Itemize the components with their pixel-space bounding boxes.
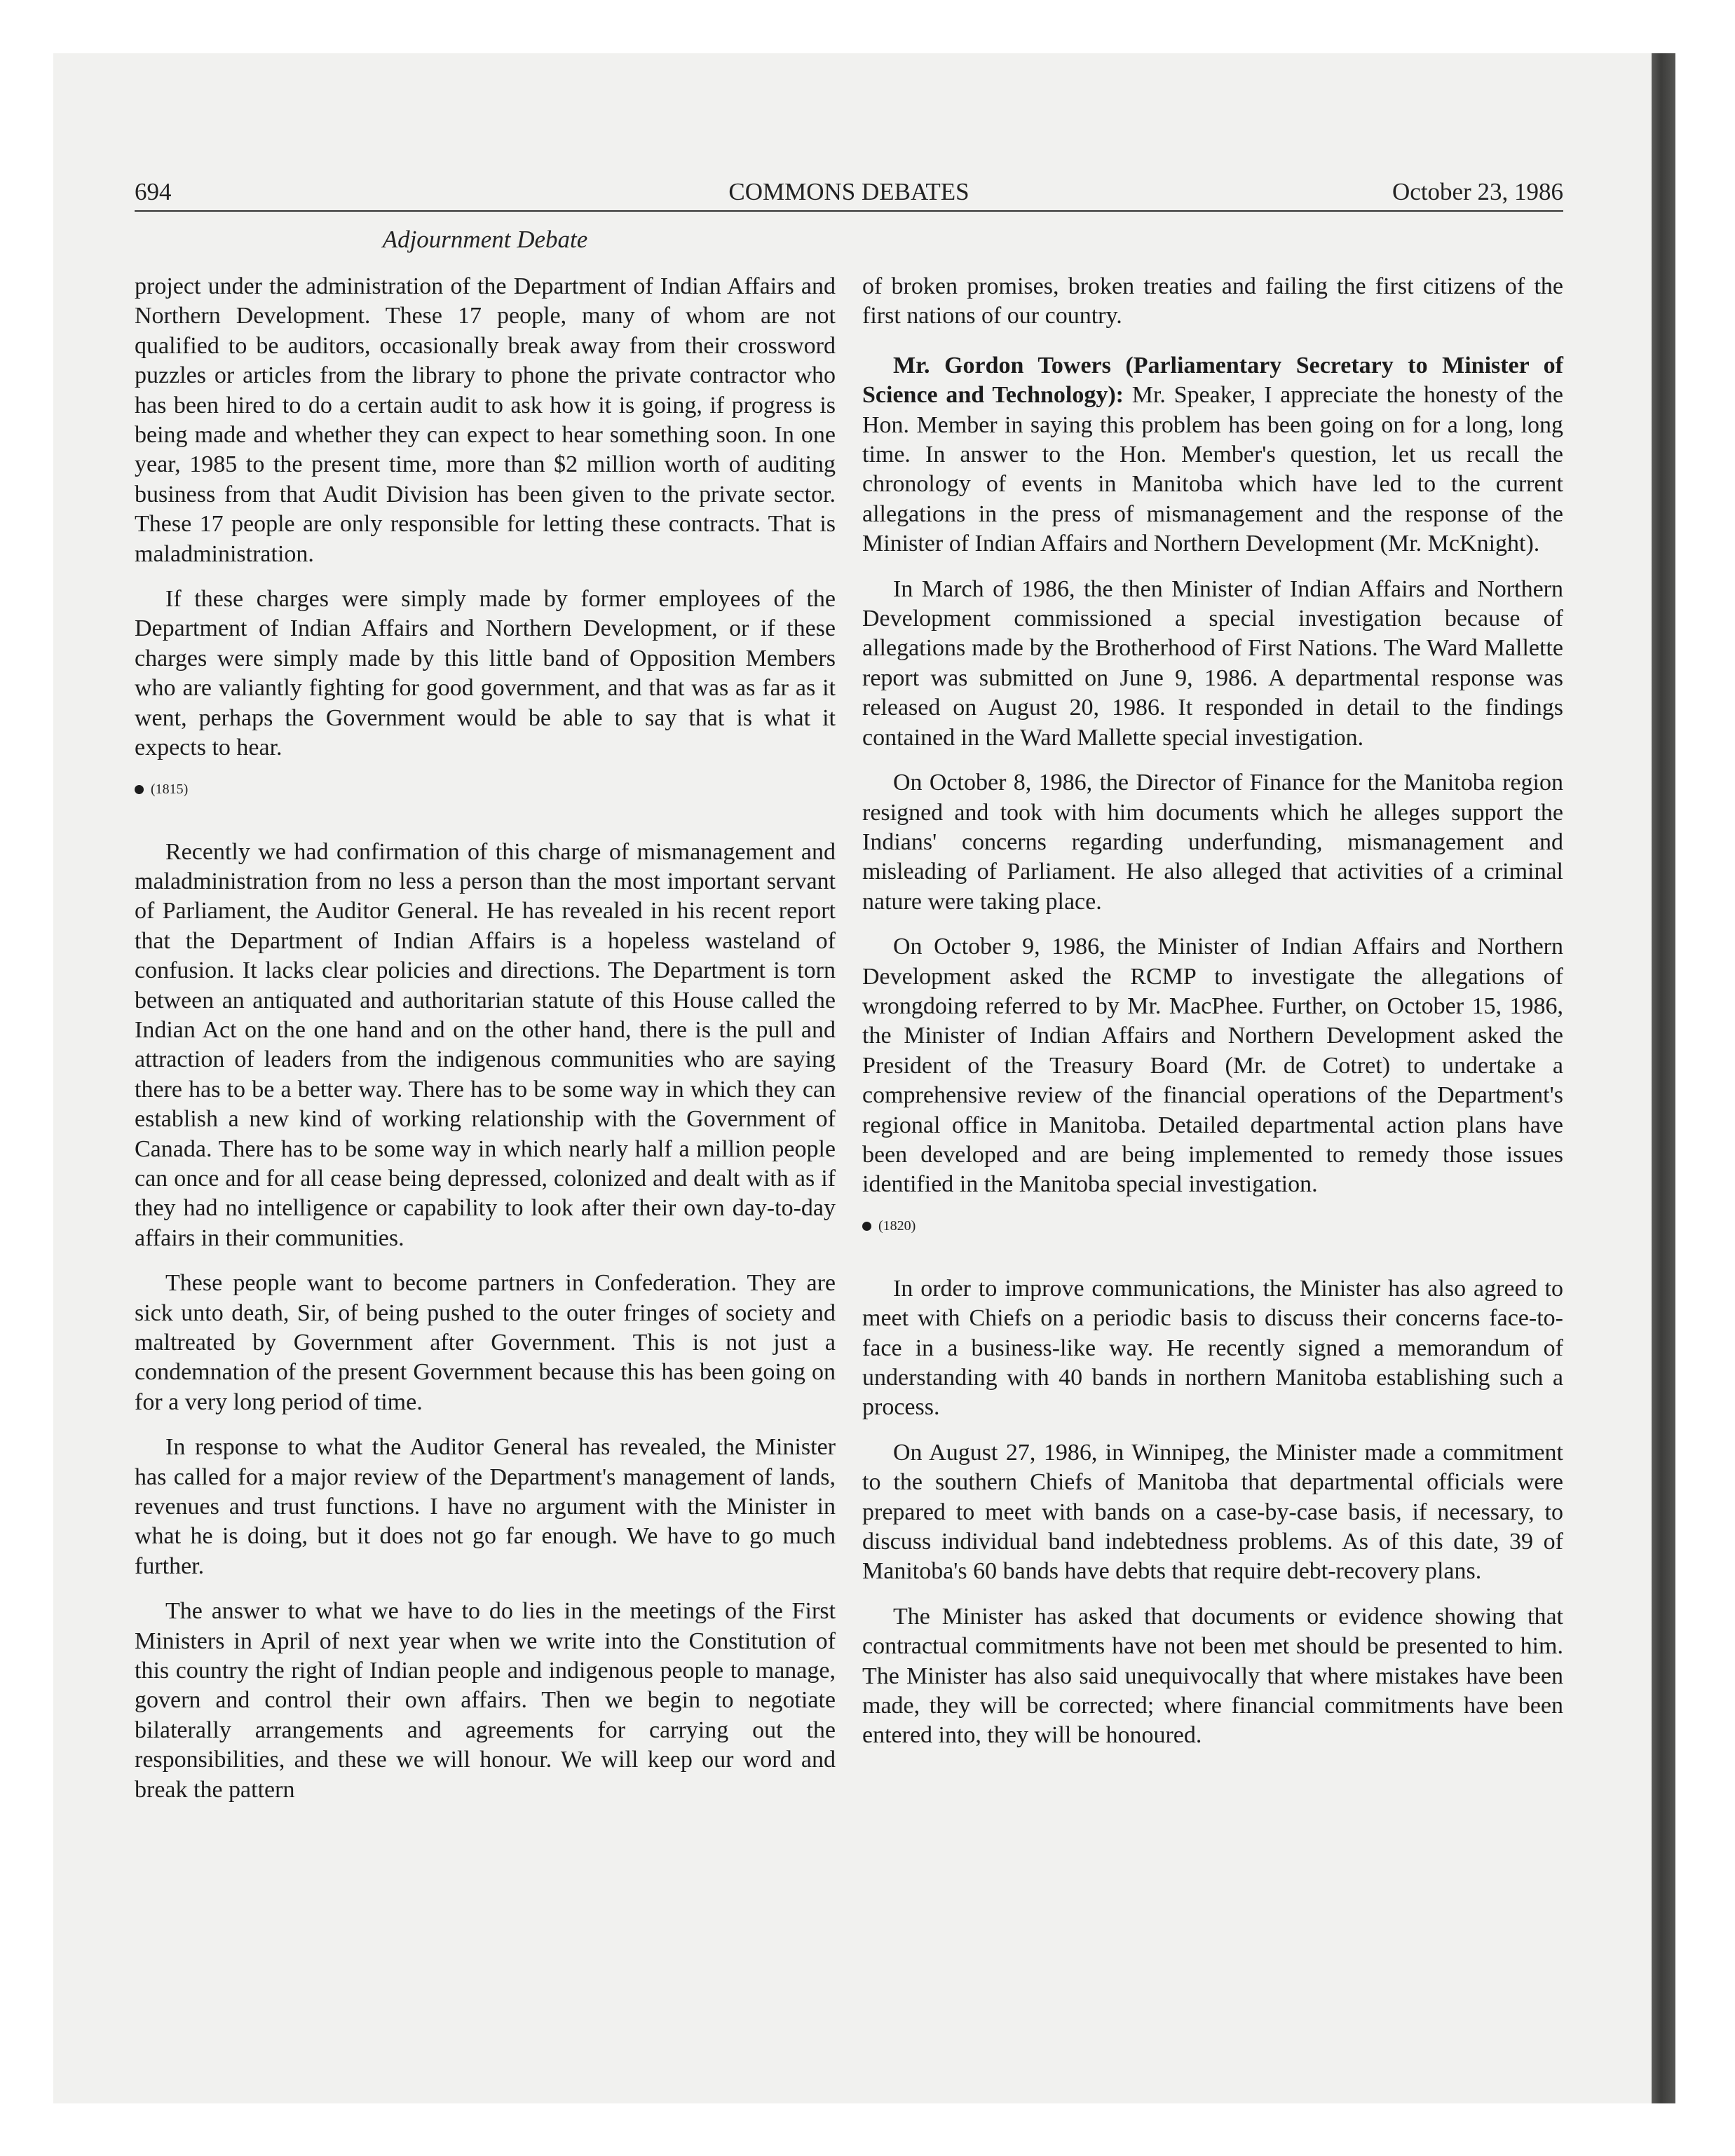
journal-title: COMMONS DEBATES bbox=[728, 178, 969, 205]
binding-edge-shadow bbox=[1652, 53, 1675, 2103]
right-column bbox=[862, 272, 1563, 1766]
issue-date: October 23, 1986 bbox=[1392, 178, 1563, 205]
speaker-paragraph bbox=[862, 351, 1563, 559]
time-marker-label: (1815) bbox=[151, 781, 189, 797]
running-head bbox=[135, 178, 1563, 212]
paragraph: In March of 1986, the then Minister of Indian Affairs and Northern Development commissioned a special investigation because of allegations made by the Brotherhood of First Nations. The Ward Mallette report was submitted on June 9, 1986. A departmental response was released on August 20, 1986. It responded in detail to the findings contained in the Ward Mallette special investigation. bbox=[862, 575, 1563, 751]
paragraph: In order to improve communications, the Minister has also agreed to meet with Chiefs on a periodic basis to discuss their concerns face-to-face in a business-like way. He recently signed a memorandum of understanding with 40 bands in northern Manitoba establishing such a process. bbox=[862, 1275, 1563, 1421]
paragraph: If these charges were simply made by former employees of the Department of Indian Affairs and Northern Development, or if these charges were simply made by this little band of Opposition Members who are valiantly fighting for good government, and that was as far as it went, perhaps the Government would be able to say that is what it expects to hear. bbox=[135, 586, 836, 761]
bullet-icon bbox=[135, 785, 144, 794]
paragraph: of broken promises, broken treaties and failing the first citizens of the first nations of our country. bbox=[862, 273, 1563, 329]
time-marker bbox=[135, 779, 836, 800]
paragraph: Recently we had confirmation of this charge of mismanagement and maladministration from no less a person than the most important servant of Parliament, the Auditor General. He has revealed in his recent report that the Department of Indian Affairs is a hopeless wasteland of confusion. It lacks clear policies and directions. The Department is torn between an antiquated and authoritarian statute of this House called the Indian Act on the one hand and on the other hand, there is the pull and attraction of leaders from the indigenous communities who are saying there has to be a better way. There has to be some way in which they can establish a new kind of working relationship with the Government of Canada. There has to be some way in which nearly half a million people can once and for all cease being depressed, colonized and dealt with as if they had no intelligence or capability to look after their own day-to-day affairs in their communities. bbox=[135, 838, 836, 1251]
time-marker bbox=[862, 1215, 1563, 1236]
paragraph: The Minister has asked that documents or evidence showing that contractual commitments have not been met should be presented to him. The Minister has also said unequivocally that where mistakes have been made, they will be corrected; where financial commitments have been entered into, they will be honoured. bbox=[862, 1603, 1563, 1749]
paragraph: On October 8, 1986, the Director of Finance for the Manitoba region resigned and took with him documents which he alleges support the Indians' concerns regarding underfunding, mismanagement and misleading of Parliament. He also alleged that activities of a criminal nature were taking place. bbox=[862, 770, 1563, 915]
section-title: Adjournment Debate bbox=[382, 226, 588, 253]
paragraph: These people want to become partners in Confederation. They are sick unto death, Sir, of being pushed to the outer fringes of society and maltreated by Government after Government. This is not just a condemnation of the present Government because this has been going on for a very long period of time. bbox=[135, 1270, 836, 1415]
paragraph: On August 27, 1986, in Winnipeg, the Minister made a commitment to the southern Chiefs of Manitoba that departmental officials were prepared to meet with bands on a case-by-case basis, if necessary, to discuss individual band indebtedness problems. As of this date, 39 of Manitoba's 60 bands have debts that require debt-recovery plans. bbox=[862, 1439, 1563, 1585]
bullet-icon bbox=[862, 1222, 871, 1231]
paragraph: In response to what the Auditor General has revealed, the Minister has called for a major review of the Department's management of lands, revenues and trust functions. I have no argument with the Minister in what he is doing, but it does not go far enough. We have to go much further. bbox=[135, 1434, 836, 1579]
speech-text: Mr. Speaker, I appreciate the honesty of the Hon. Member in saying this problem has been going on for a long, long time. In answer to the Hon. Member's question, let us recall the chronology of events in Manitoba which have led to the current allegations in the press of mismanagement and the response of the Minister of Indian Affairs and Northern Development (Mr. McKnight). bbox=[862, 382, 1564, 557]
page-number: 694 bbox=[135, 178, 172, 205]
paragraph: On October 9, 1986, the Minister of Indian Affairs and Northern Development asked the RCMP to investigate the allegations of wrongdoing referred to by Mr. MacPhee. Further, on October 15, 1986, the Minister of Indian Affairs and Northern Development asked the President of the Treasury Board (Mr. de Cotret) to undertake a comprehensive review of the financial operations of the Department's regional office in Manitoba. Detailed departmental action plans have been developed and are being implemented to remedy those issues identified in the Manitoba special investigation. bbox=[862, 934, 1563, 1198]
header-rule bbox=[135, 210, 1563, 212]
time-marker-label: (1820) bbox=[878, 1217, 916, 1234]
speaker-name: Mr. Gordon Towers (Parliamentary Secretary to Minister of Science and Technology): bbox=[862, 352, 1563, 409]
left-column bbox=[135, 272, 836, 1820]
paragraph: project under the administration of the Department of Indian Affairs and Northern Development. These 17 people, many of whom are not qualified to be auditors, occasionally break away from their crossword puzzles or articles from the library to phone the private contractor who has been hired to do a certain audit to ask how it is going, if progress is being made and whether they can expect to hear something soon. In one year, 1985 to the present time, more than $2 million worth of auditing business from that Audit Division has been given to the private sector. These 17 people are only responsible for letting these contracts. That is maladministration. bbox=[135, 273, 836, 567]
paragraph: The answer to what we have to do lies in the meetings of the First Ministers in April of next year when we write into the Constitution of this country the right of Indian people and indigenous people to manage, govern and control their own affairs. Then we begin to negotiate bilaterally arrangements and agreements for carrying out the responsibilities, and these we will honour. We will keep our word and break the pattern bbox=[135, 1598, 836, 1803]
